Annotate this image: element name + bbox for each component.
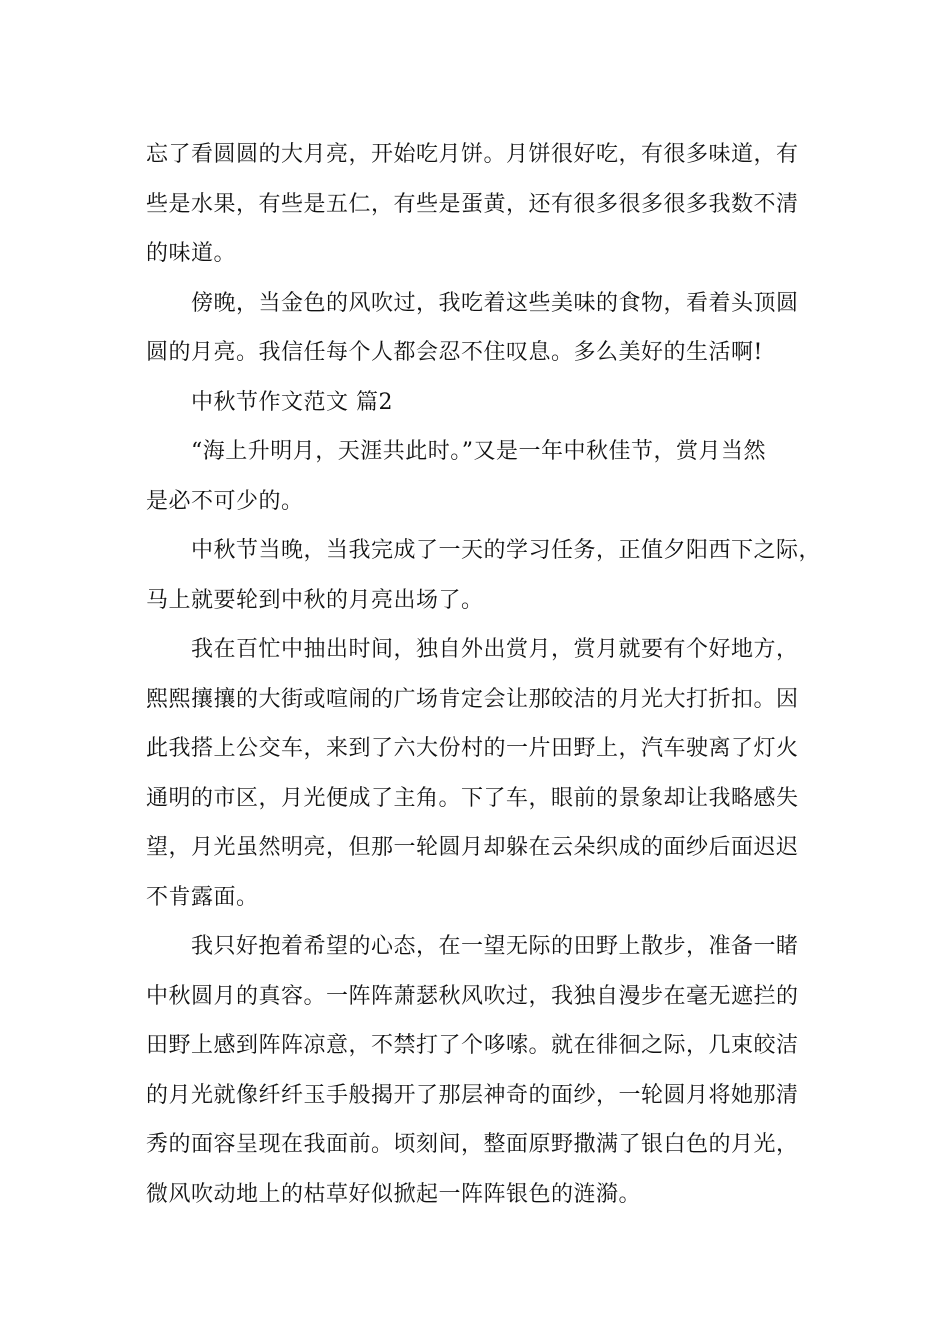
text-line: 通明的市区，月光便成了主角。下了车，眼前的景象却让我略感失 — [146, 785, 799, 811]
document-body — [146, 130, 822, 1219]
text-line: 熙熙攘攘的大街或喧闹的广场肯定会让那皎洁的月光大打折扣。因 — [146, 686, 799, 712]
text-line: 不肯露面。 — [146, 884, 259, 910]
text-line: 圆的月亮。我信任每个人都会忍不住叹息。多么美好的生活啊! — [146, 340, 763, 365]
text-line: 的味道。 — [146, 241, 237, 266]
text-line: 中秋圆月的真容。一阵阵萧瑟秋风吹过，我独自漫步在毫无遮拦的 — [146, 983, 799, 1009]
text-line: 些是水果，有些是五仁，有些是蛋黄，还有很多很多很多我数不清 — [146, 191, 799, 217]
paragraph-start-line: 傍晚，当金色的风吹过，我吃着这些美味的食物，看着头顶圆 — [191, 290, 799, 316]
text-line: 忘了看圆圆的大月亮，开始吃月饼。月饼很好吃，有很多味道，有 — [146, 142, 799, 167]
paragraph-start-line: 我在百忙中抽出时间，独自外出赏月，赏月就要有个好地方， — [191, 637, 799, 662]
section-heading: 中秋节作文范文 篇2 — [191, 389, 393, 415]
text-line: 是必不可少的。 — [146, 488, 304, 514]
text-line: 此我搭上公交车，来到了六大份村的一片田野上，汽车驶离了灯火 — [146, 736, 799, 761]
paragraph-start-line: 中秋节当晚，当我完成了一天的学习任务，正值夕阳西下之际， — [191, 538, 822, 563]
text-line: 马上就要轮到中秋的月亮出场了。 — [146, 587, 484, 613]
text-line: 望，月光虽然明亮，但那一轮圆月却躲在云朵织成的面纱后面迟迟 — [146, 835, 799, 860]
paragraph-start-line: 我只好抱着希望的心态，在一望无际的田野上散步，准备一睹 — [191, 934, 799, 959]
paragraph-start-line: “海上升明月，天涯共此时。”又是一年中秋佳节，赏月当然 — [191, 439, 766, 464]
text-line: 微风吹动地上的枯草好似掀起一阵阵银色的涟漪。 — [146, 1181, 642, 1207]
text-line: 秀的面容呈现在我面前。顷刻间，整面原野撒满了银白色的月光， — [146, 1132, 799, 1157]
text-line: 的月光就像纤纤玉手般揭开了那层神奇的面纱，一轮圆月将她那清 — [146, 1082, 799, 1108]
text-line: 田野上感到阵阵凉意，不禁打了个哆嗦。就在徘徊之际，几束皎洁 — [146, 1033, 799, 1058]
